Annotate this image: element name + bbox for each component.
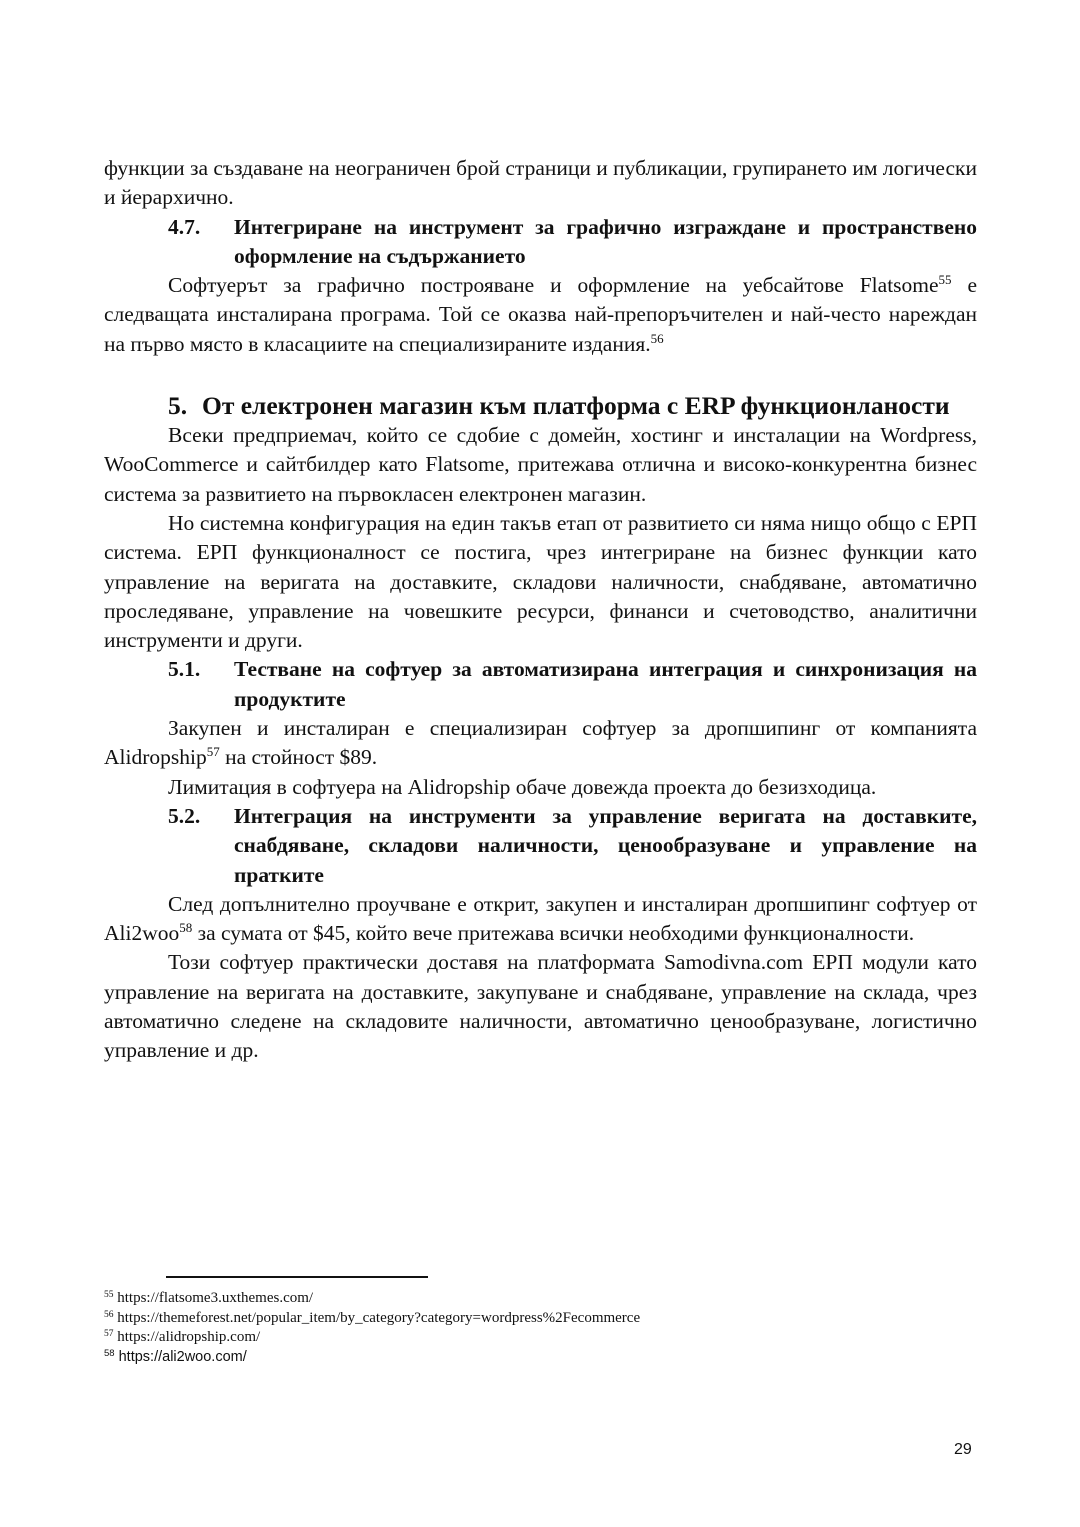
footnote-58: $^{58}$ https://ali2woo.com/: [104, 1347, 247, 1365]
heading-title: От електронен магазин към платформа с ERP функционланости: [202, 391, 950, 421]
footnote-link[interactable]: https://alidropship.com/: [113, 1329, 261, 1345]
footnote-divider: [166, 1276, 428, 1278]
paragraph-alidropship: Закупен и инсталиран е специализиран софтуер за дропшипинг от компанията Alidropship$^{57}$ на стойност $89.: [104, 716, 977, 770]
heading-4-7: [168, 213, 977, 272]
footnote-55: $^{55}$ https://flatsome3.uxthemes.com/: [104, 1290, 314, 1306]
paragraph-intro: функции за създаване на неограничен брой страници и публикации, групирането им логически и йерархично.: [104, 156, 977, 210]
paragraph-limitation: Лимитация в софтуера на Alidropship обаче довежда проекта до безизходица.: [168, 774, 877, 799]
heading-title: Интегриране на инструмент за графично изграждане и пространствено оформление на съдържанието: [234, 214, 977, 268]
footnote-link[interactable]: https://ali2woo.com/: [114, 1348, 247, 1365]
paragraph-flatsome: Софтуерът за графично построяване и оформление на уебсайтове Flatsome$^{55}$ е следващата инсталирана програма. Той се оказва най-препоръчителен и най-често нареждан на първо място в класациите на специализираните издания.$^{56}$: [104, 272, 977, 356]
footnote-ref-55[interactable]: 55: [938, 272, 952, 288]
heading-5-2: [168, 802, 977, 890]
footnote-ref-58[interactable]: 58: [179, 920, 193, 936]
footnotes: [104, 1289, 640, 1367]
paragraph-samodivna: Този софтуер практически доставя на платформата Samodivna.com ЕРП модули като управление на веригата на доставките, закупуване и снабдяване, управление на склада, чрез автоматично следене на складовите наличности, автоматично ценообразуване, логистично управление и др.: [104, 950, 977, 1063]
paragraph-entrepreneur: Всеки предприемач, който се сдобие с домейн, хостинг и инсталации на Wordpress, WooCommerce и сайтбилдер като Flatsome, притежава отлична и високо-конкурентна бизнес система за развитието на първокласен електронен магазин.: [104, 423, 977, 506]
page-number: 29: [954, 1441, 972, 1458]
page-body: [104, 154, 977, 1066]
paragraph-ali2woo: След допълнително проучване е открит, закупен и инсталиран дропшипинг софтуер от Ali2woo$^{58}$ за сумата от $45, който вече притежава всички необходими функционалности.: [104, 891, 977, 946]
heading-5: [168, 391, 977, 421]
footnote-ref-57[interactable]: 57: [206, 744, 220, 760]
heading-number: 5.2.: [168, 803, 201, 828]
paragraph-erp: Но системна конфигурация на един такъв етап от развитието си няма нищо общо с ЕРП система. ЕРП функционалност се постига, чрез интегриране на бизнес функции като управление на веригата на доставките, складови наличности, снабдяване, автоматично проследяване, управление на човешките ресурси, финанси и счетоводство, аналитични инструменти и други.: [104, 510, 977, 653]
footnote-56: $^{56}$ https://themeforest.net/popular_item/by_category?category=wordpress%2Fecommerce: [104, 1309, 641, 1326]
footnote-ref-56[interactable]: 56: [650, 330, 664, 346]
footnote-link[interactable]: https://themeforest.net/popular_item/by_category?category=wordpress%2Fecommerce: [113, 1309, 641, 1326]
footnote-57: $^{57}$ https://alidropship.com/: [104, 1329, 261, 1345]
heading-5-1: [168, 655, 977, 714]
footnote-link[interactable]: https://flatsome3.uxthemes.com/: [113, 1290, 314, 1306]
heading-title: Тестване на софтуер за автоматизирана интеграция и синхронизация на продуктите: [234, 657, 977, 711]
heading-number: 5.1.: [168, 657, 201, 682]
heading-number: 5.: [168, 391, 188, 421]
heading-number: 4.7.: [168, 214, 201, 239]
heading-title: Интеграция на инструменти за управление веригата на доставките, снабдяване, складови наличности, ценообразуване и управление на пратките: [234, 803, 977, 887]
